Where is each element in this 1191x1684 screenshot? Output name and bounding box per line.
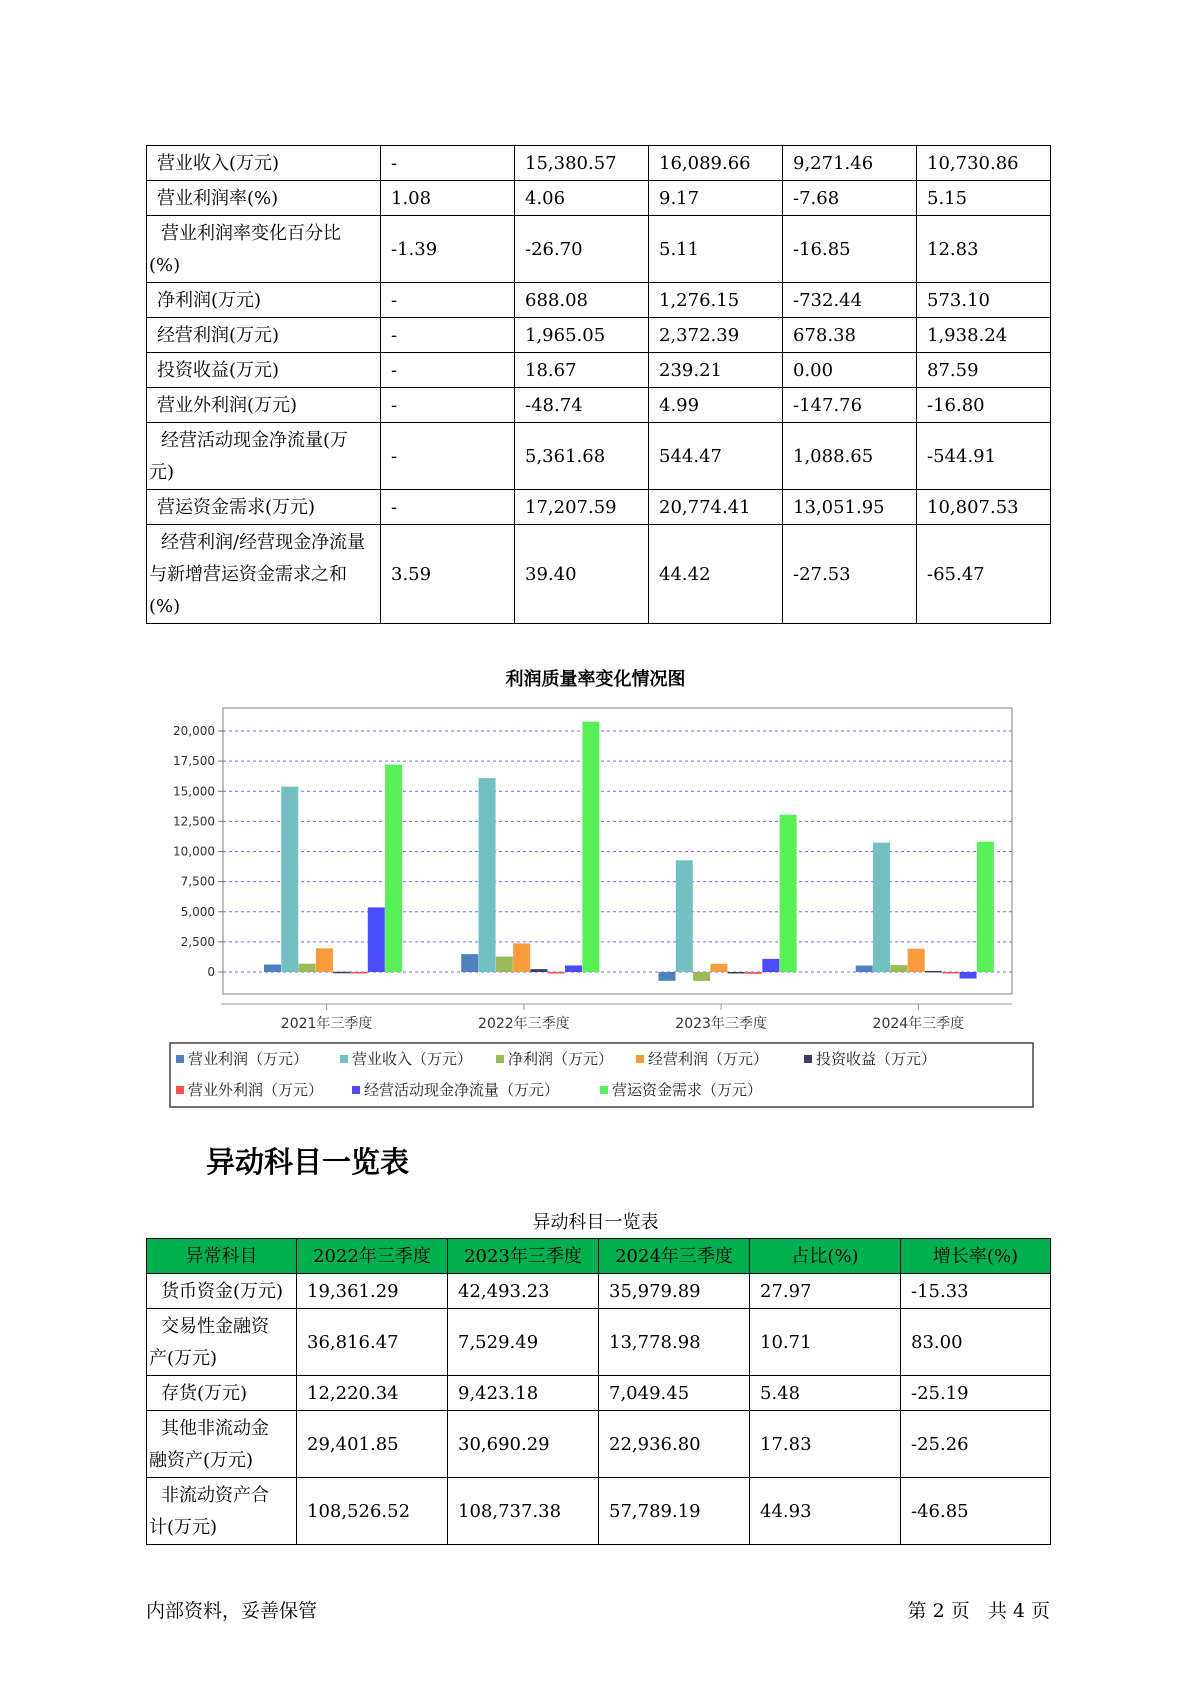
bar <box>873 843 890 972</box>
legend-swatch <box>352 1086 360 1094</box>
y-tick-label: 7,500 <box>180 874 215 889</box>
y-tick-label: 0 <box>207 965 215 979</box>
cell: 1,088.65 <box>783 423 917 490</box>
table-row <box>147 1411 1051 1478</box>
footer-confidential: 内部资料，妥善保管 <box>146 1600 318 1622</box>
cell: 17,207.59 <box>515 490 649 525</box>
cell: -25.26 <box>901 1411 1051 1478</box>
cell: -1.39 <box>381 216 515 283</box>
cell: -25.19 <box>901 1376 1051 1411</box>
cell: -27.53 <box>783 525 917 624</box>
cell: 7,049.45 <box>599 1376 750 1411</box>
legend-label: 经营活动现金净流量（万元） <box>364 1081 560 1099</box>
cell: 10.71 <box>750 1309 901 1376</box>
legend-label: 营运资金需求（万元） <box>612 1081 763 1099</box>
column-header: 2022年三季度 <box>297 1239 448 1274</box>
bar <box>582 722 599 972</box>
cell: 39.40 <box>515 525 649 624</box>
chart-title: 利润质量率变化情况图 <box>505 669 686 690</box>
column-header: 2024年三季度 <box>599 1239 750 1274</box>
table-row <box>147 1478 1051 1545</box>
column-header: 异常科目 <box>147 1239 297 1274</box>
legend-swatch <box>496 1055 504 1063</box>
x-tick-label: 2021年三季度 <box>280 1016 373 1032</box>
cell: 15,380.57 <box>515 146 649 181</box>
cell: 678.38 <box>783 318 917 353</box>
cell: 544.47 <box>649 423 783 490</box>
cell: 87.59 <box>917 353 1051 388</box>
cell: 29,401.85 <box>297 1411 448 1478</box>
legend-label: 营业利润（万元） <box>188 1050 309 1068</box>
table-row <box>147 1309 1051 1376</box>
legend-swatch <box>176 1086 184 1094</box>
y-tick-label: 20,000 <box>173 724 215 738</box>
anomaly-table <box>146 1238 1051 1545</box>
cell: - <box>381 423 515 490</box>
y-tick-label: 15,000 <box>173 784 215 799</box>
cell: 5.48 <box>750 1376 901 1411</box>
legend-swatch <box>340 1055 348 1063</box>
legend-label: 营业收入（万元） <box>352 1050 473 1068</box>
y-tick-label: 5,000 <box>180 904 215 919</box>
legend-label: 投资收益（万元） <box>816 1050 937 1068</box>
row-label: 营运资金需求(万元) <box>147 490 381 525</box>
bar <box>925 971 942 973</box>
cell: - <box>381 318 515 353</box>
bar <box>530 969 547 972</box>
bar <box>479 778 496 972</box>
cell: 42,493.23 <box>448 1274 599 1309</box>
bar <box>762 959 779 972</box>
cell: 4.06 <box>515 181 649 216</box>
table-caption: 异动科目一览表 <box>532 1212 659 1233</box>
cell: 30,690.29 <box>448 1411 599 1478</box>
cell: 17.83 <box>750 1411 901 1478</box>
cell: 1,938.24 <box>917 318 1051 353</box>
cell: 9,271.46 <box>783 146 917 181</box>
cell: 12,220.34 <box>297 1376 448 1411</box>
cell: 22,936.80 <box>599 1411 750 1478</box>
bar <box>942 972 959 974</box>
section-heading: 异动科目一览表 <box>206 1145 410 1179</box>
y-tick-label: 2,500 <box>180 934 215 949</box>
bar <box>513 943 530 972</box>
row-label: 营业外利润(万元) <box>147 388 381 423</box>
cell: - <box>381 353 515 388</box>
row-label: 投资收益(万元) <box>147 353 381 388</box>
cell: -26.70 <box>515 216 649 283</box>
cell: 688.08 <box>515 283 649 318</box>
bar <box>496 957 513 972</box>
cell: 10,730.86 <box>917 146 1051 181</box>
cell: 2,372.39 <box>649 318 783 353</box>
bar <box>659 972 676 981</box>
legend-swatch <box>636 1055 644 1063</box>
cell: - <box>381 490 515 525</box>
x-tick-label: 2023年三季度 <box>675 1016 767 1032</box>
table-row <box>147 1274 1051 1309</box>
cell: 9.17 <box>649 181 783 216</box>
cell: 13,051.95 <box>783 490 917 525</box>
bar <box>856 965 873 972</box>
cell: 19,361.29 <box>297 1274 448 1309</box>
row-label: 营业收入(万元) <box>147 146 381 181</box>
cell: 83.00 <box>901 1309 1051 1376</box>
cell: 5.11 <box>649 216 783 283</box>
row-label: 存货(万元) <box>147 1376 297 1411</box>
footer-page-number: 第 2 页 共 4 页 <box>907 1600 1050 1622</box>
cell: 4.99 <box>649 388 783 423</box>
cell: 36,816.47 <box>297 1309 448 1376</box>
bar <box>960 972 977 979</box>
cell: 108,737.38 <box>448 1478 599 1545</box>
row-label: 经营利润/经营现金净流量与新增营运资金需求之和(%) <box>147 525 381 624</box>
row-label: 交易性金融资产(万元) <box>147 1309 297 1376</box>
row-label: 货币资金(万元) <box>147 1274 297 1309</box>
cell: 5,361.68 <box>515 423 649 490</box>
row-label: 营业利润率(%) <box>147 181 381 216</box>
cell: 20,774.41 <box>649 490 783 525</box>
cell: -15.33 <box>901 1274 1051 1309</box>
column-header: 占比(%) <box>750 1239 901 1274</box>
cell: 9,423.18 <box>448 1376 599 1411</box>
row-label: 其他非流动金融资产(万元) <box>147 1411 297 1478</box>
cell: 1,965.05 <box>515 318 649 353</box>
cell: 7,529.49 <box>448 1309 599 1376</box>
cell: 57,789.19 <box>599 1478 750 1545</box>
cell: - <box>381 388 515 423</box>
cell: 18.67 <box>515 353 649 388</box>
legend-swatch <box>600 1086 608 1094</box>
row-label: 经营活动现金净流量(万元) <box>147 423 381 490</box>
cell: -16.80 <box>917 388 1051 423</box>
bar <box>693 972 710 981</box>
cell: 44.42 <box>649 525 783 624</box>
y-tick-label: 12,500 <box>173 814 215 829</box>
cell: 573.10 <box>917 283 1051 318</box>
legend-swatch <box>804 1055 812 1063</box>
cell: 5.15 <box>917 181 1051 216</box>
cell: 13,778.98 <box>599 1309 750 1376</box>
legend-swatch <box>176 1055 184 1063</box>
bar <box>728 972 745 974</box>
cell: 0.00 <box>783 353 917 388</box>
cell: 3.59 <box>381 525 515 624</box>
cell: 44.93 <box>750 1478 901 1545</box>
x-tick-label: 2022年三季度 <box>478 1016 570 1032</box>
cell: 27.97 <box>750 1274 901 1309</box>
bar <box>565 965 582 972</box>
plot-area <box>223 708 1012 994</box>
row-label: 营业利润率变化百分比(%) <box>147 216 381 283</box>
cell: - <box>381 146 515 181</box>
cell: 1,276.15 <box>649 283 783 318</box>
y-tick-label: 17,500 <box>173 754 215 769</box>
bar <box>333 972 350 974</box>
bar <box>281 787 298 972</box>
cell: -544.91 <box>917 423 1051 490</box>
cell: 12.83 <box>917 216 1051 283</box>
bar <box>461 954 478 972</box>
cell: -7.68 <box>783 181 917 216</box>
table-row <box>147 1376 1051 1411</box>
cell: -65.47 <box>917 525 1051 624</box>
bar <box>890 965 907 972</box>
legend-label: 净利润（万元） <box>508 1050 614 1068</box>
cell: -46.85 <box>901 1478 1051 1545</box>
bar <box>299 964 316 972</box>
bar <box>351 972 368 974</box>
bar <box>548 972 565 974</box>
bar <box>385 765 402 972</box>
bar <box>977 842 994 972</box>
table-header-row <box>147 1239 1051 1274</box>
bar <box>908 949 925 972</box>
x-tick-label: 2024年三季度 <box>872 1016 965 1032</box>
cell: - <box>381 283 515 318</box>
column-header: 2023年三季度 <box>448 1239 599 1274</box>
cell: -732.44 <box>783 283 917 318</box>
cell: -48.74 <box>515 388 649 423</box>
column-header: 增长率(%) <box>901 1239 1051 1274</box>
cell: 10,807.53 <box>917 490 1051 525</box>
cell: -147.76 <box>783 388 917 423</box>
y-tick-label: 10,000 <box>173 844 215 859</box>
row-label: 经营利润(万元) <box>147 318 381 353</box>
bar <box>745 972 762 974</box>
legend-label: 经营利润（万元） <box>648 1050 769 1068</box>
row-label: 净利润(万元) <box>147 283 381 318</box>
cell: 16,089.66 <box>649 146 783 181</box>
legend-label: 营业外利润（万元） <box>188 1081 324 1099</box>
bar <box>316 948 333 972</box>
cell: 1.08 <box>381 181 515 216</box>
cell: 35,979.89 <box>599 1274 750 1309</box>
bar <box>780 815 797 972</box>
bar <box>676 860 693 972</box>
cell: -16.85 <box>783 216 917 283</box>
bar <box>264 965 281 972</box>
cell: 108,526.52 <box>297 1478 448 1545</box>
row-label: 非流动资产合计(万元) <box>147 1478 297 1545</box>
bar <box>710 964 727 972</box>
cell: 239.21 <box>649 353 783 388</box>
bar <box>368 907 385 972</box>
